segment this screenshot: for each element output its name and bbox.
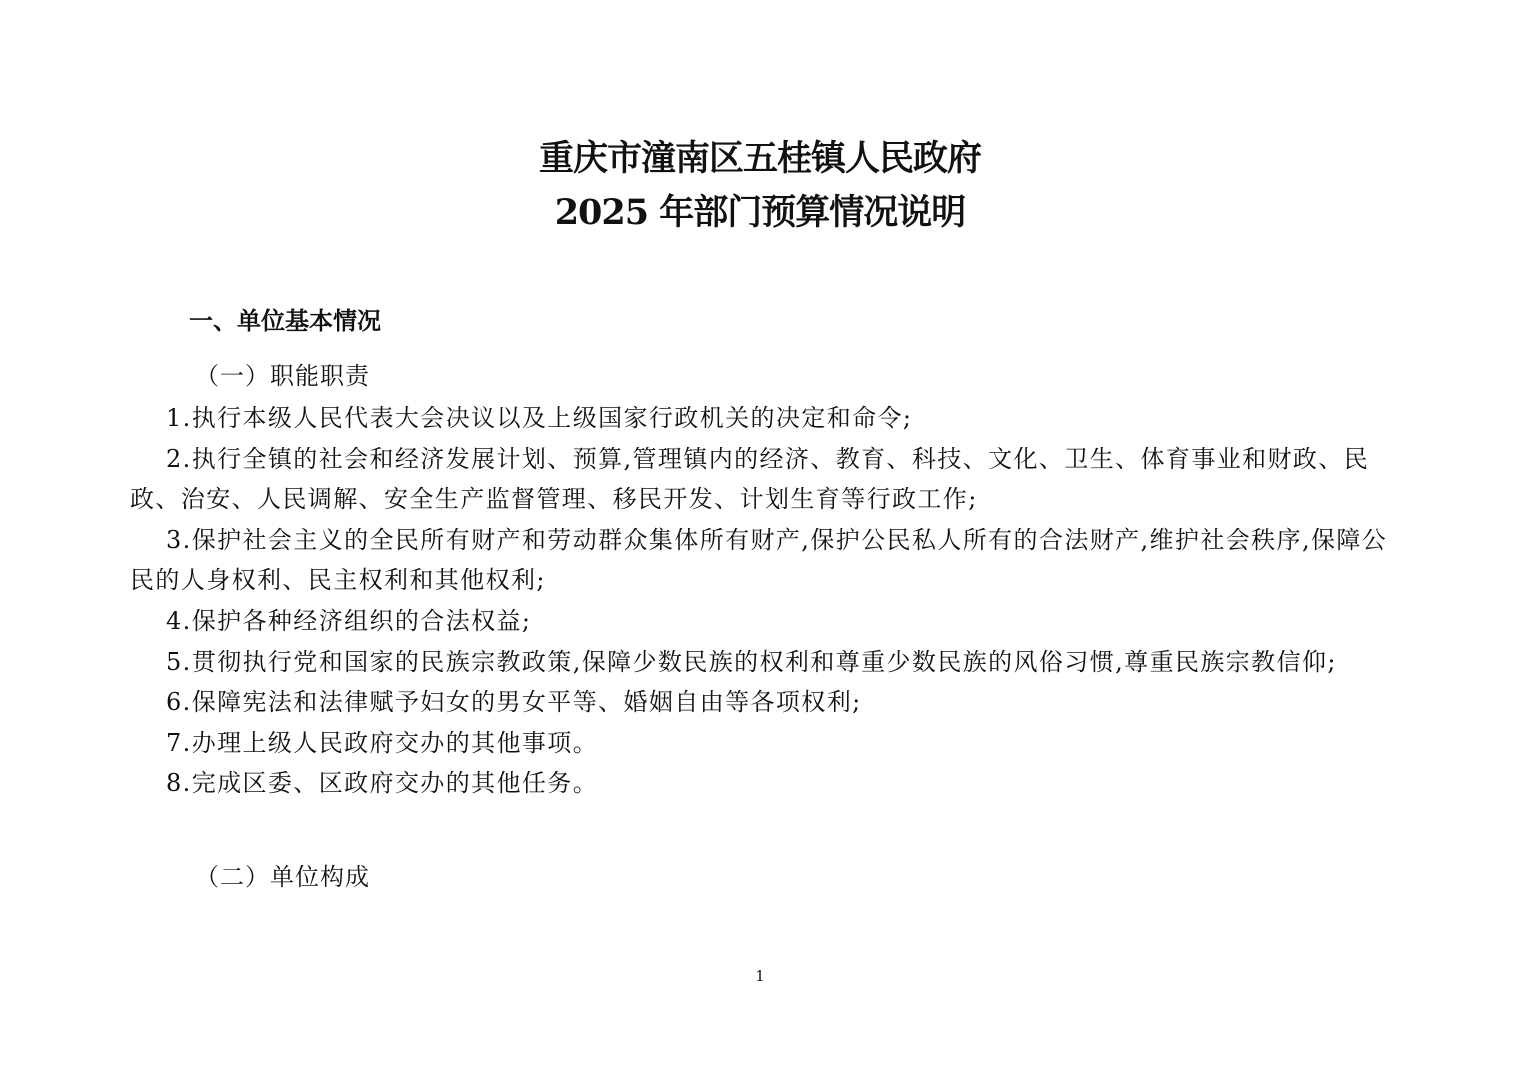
- document-title-line1: 重庆市潼南区五桂镇人民政府: [538, 138, 981, 179]
- subsection-heading-functions: （一）职能职责: [195, 362, 370, 390]
- functions-list: [130, 398, 1400, 804]
- function-item-3: 3.保护社会主义的全民所有财产和劳动群众集体所有财产,保护公民私人所有的合法财产,维护社会秩序,保障公民的人身权利、民主权利和其他权利;: [130, 525, 1388, 595]
- function-item-6: 6.保障宪法和法律赋予妇女的男女平等、婚姻自由等各项权利;: [166, 688, 862, 717]
- function-item-1: 1.执行本级人民代表大会决议以及上级国家行政机关的决定和命令;: [166, 404, 913, 432]
- document-title-line2: 2025 年部门预算情况说明: [554, 192, 966, 233]
- subsection-heading-composition: （二）单位构成: [195, 863, 370, 891]
- section-heading-basic-info: 一、单位基本情况: [189, 307, 381, 335]
- function-item-7: 7.办理上级人民政府交办的其他事项。: [166, 728, 599, 757]
- function-item-4: 4.保护各种经济组织的合法权益;: [166, 606, 532, 635]
- function-item-5: 5.贯彻执行党和国家的民族宗教政策,保障少数民族的权利和尊重少数民族的风俗习惯,尊重民族宗教信仰;: [166, 647, 1337, 676]
- function-item-8: 8.完成区委、区政府交办的其他任务。: [166, 769, 599, 798]
- page-number: 1: [755, 967, 765, 985]
- function-item-2: 2.执行全镇的社会和经济发展计划、预算,管理镇内的经济、教育、科技、文化、卫生、体育事业和财政、民政、治安、人民调解、安全生产监督管理、移民开发、计划生育等行政工作;: [130, 444, 1370, 514]
